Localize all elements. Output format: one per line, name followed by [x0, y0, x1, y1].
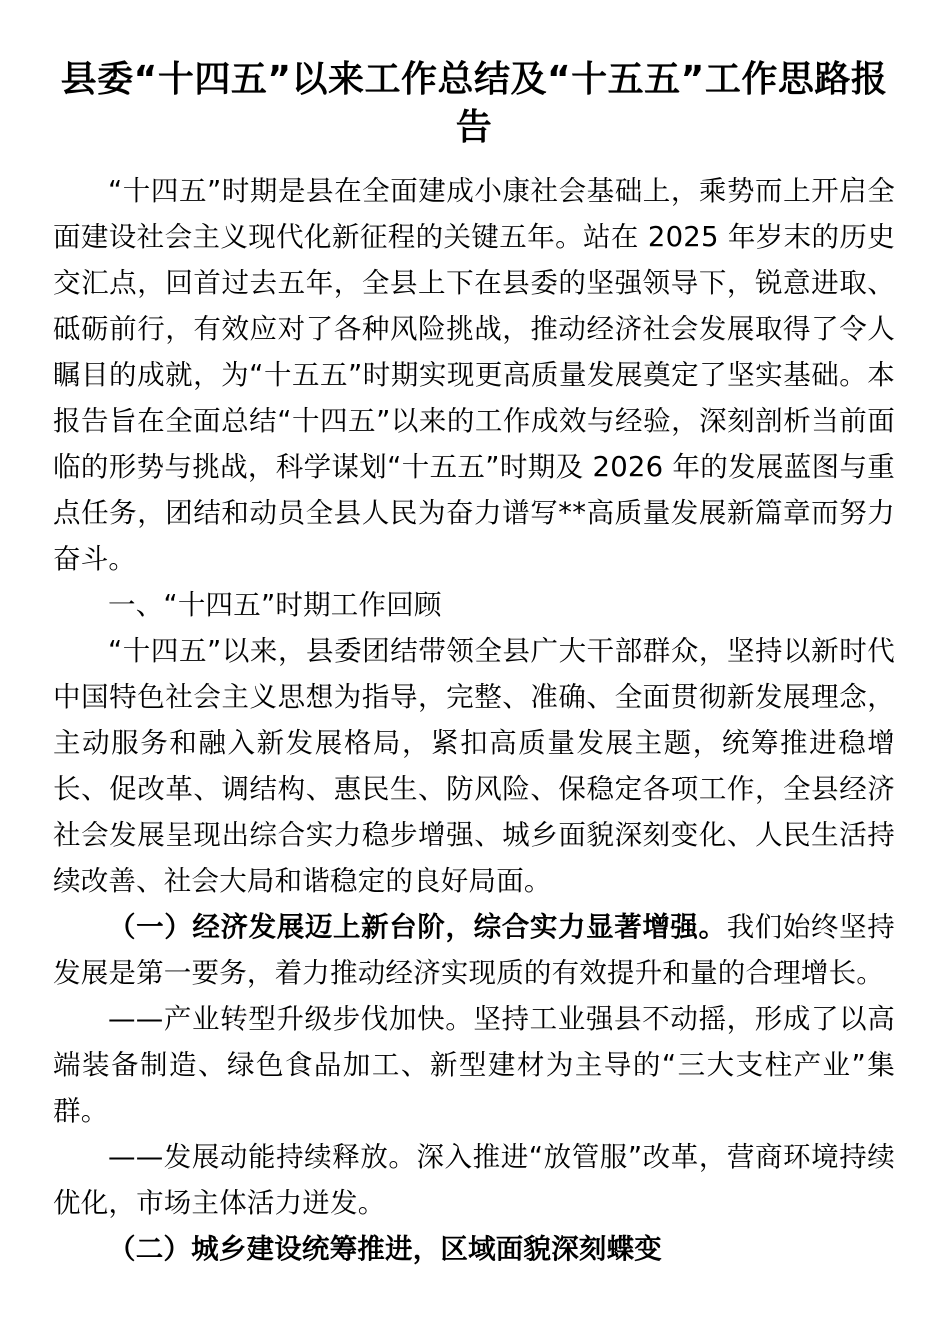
page-title: 县委“十四五”以来工作总结及“十五五”工作思路报告: [60, 59, 888, 148]
subsection-heading-1: [53, 904, 895, 996]
intro-paragraph: “十四五”时期是县在全面建成小康社会基础上，乘势而上开启全面建设社会主义现代化新征程的关键五年。站在 2025 年岁末的历史交汇点，回首过去五年，全县上下在县委的坚强领导下，锐意进取、砥砺前行，有效应对了各种风险挑战，推动经济社会发展取得了令人瞩目的成就，为“十五五”时期实现更高质量发展奠定了坚实基础。本报告旨在全面总结“十四五”以来的工作成效与经验，深刻剖析当前面临的形势与挑战，科学谋划“十五五”时期及 2026 年的发展蓝图与重点任务，团结和动员全县人民为奋力谱写**高质量发展新篇章而努力奋斗。: [53, 175, 895, 575]
subsection-heading-1-body: 我们始终坚持发展是第一要务，着力推动经济实现质的有效提升和量的合理增长。: [53, 911, 895, 989]
bullet-item-2: ——发展动能持续释放。深入推进“放管服”改革，营商环境持续优化，市场主体活力迸发。: [53, 1141, 895, 1219]
subsection-heading-1-lead: （一）经济发展迈上新台阶，综合实力显著增强。: [108, 911, 727, 943]
bullet-item-1: ——产业转型升级步伐加快。坚持工业强县不动摇，形成了以高端装备制造、绿色食品加工、新型建材为主导的“三大支柱产业”集群。: [53, 1003, 895, 1127]
subsection-heading-2: （二）城乡建设统筹推进，区域面貌深刻蝶变: [108, 1233, 662, 1265]
section-1-paragraph: “十四五”以来，县委团结带领全县广大干部群众，坚持以新时代中国特色社会主义思想为指导，完整、准确、全面贯彻新发展理念，主动服务和融入新发展格局，紧扣高质量发展主题，统筹推进稳增长、促改革、调结构、惠民生、防风险、保稳定各项工作，全县经济社会发展呈现出综合实力稳步增强、城乡面貌深刻变化、人民生活持续改善、社会大局和谐稳定的良好局面。: [53, 635, 895, 897]
section-heading-1: 一、“十四五”时期工作回顾: [108, 589, 442, 621]
